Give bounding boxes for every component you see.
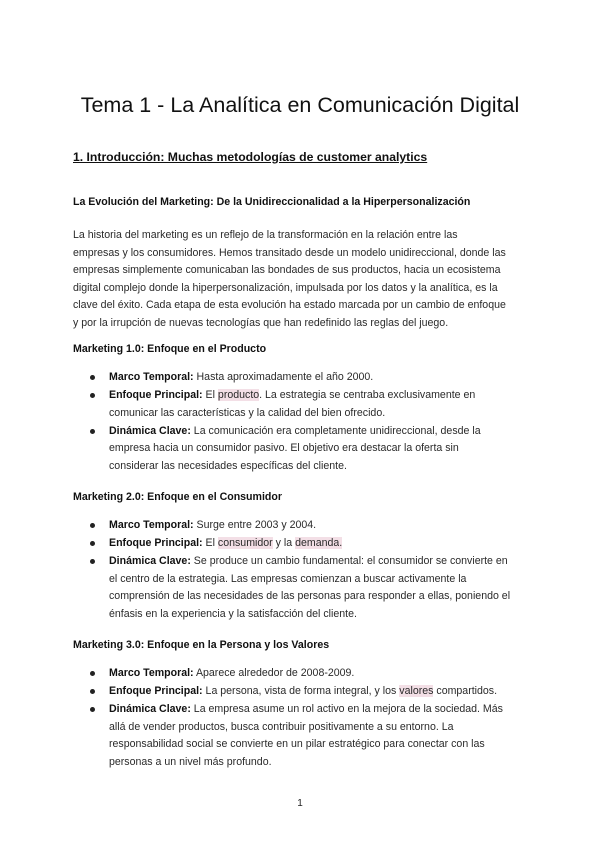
highlight: demanda (295, 537, 340, 550)
item-text: el centro de la estrategia. Las empresas comienzan a buscar activamente la (109, 572, 467, 585)
highlight: consumidor (217, 537, 273, 550)
list-item (0, 517, 529, 535)
item-text: La persona, vista de forma integral, y los (205, 685, 397, 698)
bullet-icon (90, 523, 95, 528)
list-item (0, 553, 529, 623)
item-text: La comunicación era completamente unidireccional, desde la (193, 424, 481, 437)
item-text: personas a un nivel más profundo. (109, 755, 272, 768)
item-text: empresa hacia un consumidor pasivo. El objetivo era destacar la oferta sin (109, 442, 459, 455)
item-text: énfasis en la experiencia y la satisfacción del cliente. (109, 607, 357, 620)
intro-line: digital complejo donde la hiperpersonalización, impulsada por los datos y la analítica, es la (73, 281, 498, 294)
marketing-1-heading: Marketing 1.0: Enfoque en el Producto (73, 343, 267, 355)
marketing-1-list (0, 369, 600, 476)
bullet-icon (90, 559, 95, 564)
item-text: . La estrategia se centraba exclusivamente en (259, 389, 476, 402)
intro-line: empresas y los consumidores. Hemos transitado desde un modelo unidireccional, donde las (73, 246, 506, 259)
item-text: comprensión de las necesidades de las personas para responder a ellas, poniendo el (109, 590, 511, 603)
item-text: compartidos. (436, 685, 498, 698)
list-item (0, 369, 529, 387)
item-label: Dinámica Clave: (109, 424, 191, 437)
list-item (0, 683, 529, 701)
marketing-3-list (0, 665, 600, 772)
item-text: comunicar las características y la calidad del bien ofrecido. (109, 406, 386, 419)
highlight: valores (399, 685, 434, 698)
bullet-icon (90, 541, 95, 546)
list-item (0, 423, 529, 476)
highlight: producto (217, 389, 260, 402)
bullet-icon (90, 429, 95, 434)
intro-line: y por la irrupción de nuevas tecnologías que han redefinido las reglas del juego. (73, 316, 449, 329)
bullet-icon (90, 393, 95, 398)
item-text: La empresa asume un rol activo en la mejora de la sociedad. Más (193, 703, 503, 716)
item-text: Se produce un cambio fundamental: el consumidor se convierte en (193, 555, 508, 568)
marketing-2-heading: Marketing 2.0: Enfoque en el Consumidor (73, 491, 282, 503)
intro-paragraph (73, 227, 531, 332)
intro-line: La historia del marketing es un reflejo de la transformación en la relación entre las (73, 229, 458, 241)
marketing-3-heading: Marketing 3.0: Enfoque en la Persona y los Valores (73, 639, 330, 651)
item-text: El (205, 537, 215, 550)
bullet-icon (90, 671, 95, 676)
item-text: Aparece alrededor de 2008-2009. (195, 667, 355, 679)
list-item (0, 665, 529, 683)
page-number: 1 (297, 798, 303, 809)
item-label: Marco Temporal: (109, 667, 194, 679)
item-text: Hasta aproximadamente el año 2000. (196, 371, 374, 383)
item-label: Dinámica Clave: (109, 555, 191, 568)
item-label: Marco Temporal: (109, 519, 194, 531)
bullet-icon (90, 375, 95, 380)
item-label: Marco Temporal: (109, 371, 194, 383)
bullet-icon (90, 707, 95, 712)
item-text: considerar las necesidades específicas del cliente. (109, 459, 347, 472)
intro-line: empresas simplemente comunicaban las bondades de sus productos, hacia un ecosistema (73, 264, 501, 276)
list-item: Enfoque Principal: El consumidor y la demanda. (0, 535, 529, 553)
item-text: y la (275, 537, 293, 550)
item-text: El (205, 389, 215, 402)
item-text: Surge entre 2003 y 2004. (196, 519, 317, 531)
item-label: Enfoque Principal: (109, 389, 203, 402)
list-item (0, 701, 529, 771)
subheading: La Evolución del Marketing: De la Unidireccionalidad a la Hiperpersonalización (73, 196, 471, 208)
item-label: Dinámica Clave: (109, 703, 191, 716)
item-label: Enfoque Principal: (109, 685, 203, 698)
item-label: Enfoque Principal: (109, 537, 203, 550)
marketing-2-list (0, 517, 600, 624)
list-item (0, 387, 529, 422)
intro-line: clave del éxito. Cada etapa de esta evolución ha estado marcada por un cambio de enfoque (73, 299, 506, 311)
document-title: Tema 1 - La Analítica en Comunicación Digital (80, 93, 520, 117)
item-text: responsabilidad social se convierte en un pilar estratégico para conectar con las (109, 738, 485, 751)
item-text: allá de vender productos, busca contribuir positivamente a su entorno. La (109, 720, 454, 733)
bullet-icon (90, 689, 95, 694)
section-heading: 1. Introducción: Muchas metodologías de customer analytics (73, 150, 428, 164)
